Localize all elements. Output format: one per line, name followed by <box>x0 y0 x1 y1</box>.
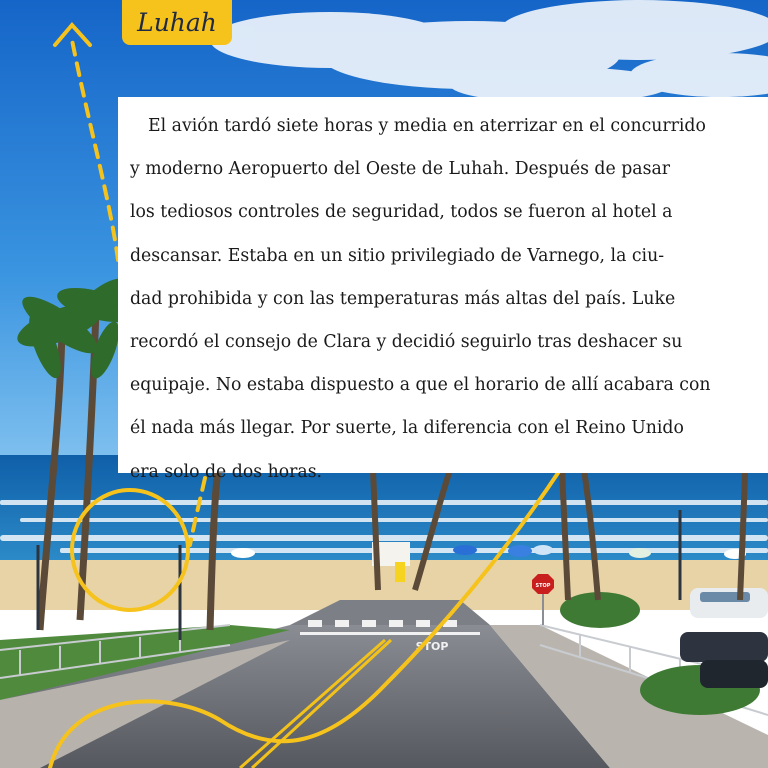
paragraph-line: El avión tardó siete horas y media en aterrizar en el concurrido <box>148 116 706 136</box>
paragraph-line: él nada más llegar. Por suerte, la diferencia con el Reino Unido <box>130 418 684 439</box>
paragraph-line: era solo de dos horas. <box>130 461 323 482</box>
paragraph-line: recordó el consejo de Clara y decidió seguirlo tras deshacer su <box>130 332 683 353</box>
paragraph-line: dad prohibida y con las temperaturas más altas del país. Luke <box>130 288 676 309</box>
svg-text:STOP: STOP <box>535 583 551 589</box>
story-text-box <box>118 97 768 482</box>
paragraph-line: los tediosos controles de seguridad, todos se fueron al hotel a <box>130 202 673 223</box>
paragraph-line: y moderno Aeropuerto del Oeste de Luhah. Después de pasar <box>130 159 671 180</box>
location-tag <box>122 0 232 45</box>
paragraph-line: descansar. Estaba en un sitio privilegiado de Varnego, la ciu- <box>130 245 665 266</box>
paragraph-line: equipaje. No estaba dispuesto a que el horario de allí acabara con <box>130 375 711 396</box>
road-stop-marking: STOP <box>415 640 449 653</box>
location-tag-label: Luhah <box>137 8 217 37</box>
story-paragraph <box>130 105 762 494</box>
